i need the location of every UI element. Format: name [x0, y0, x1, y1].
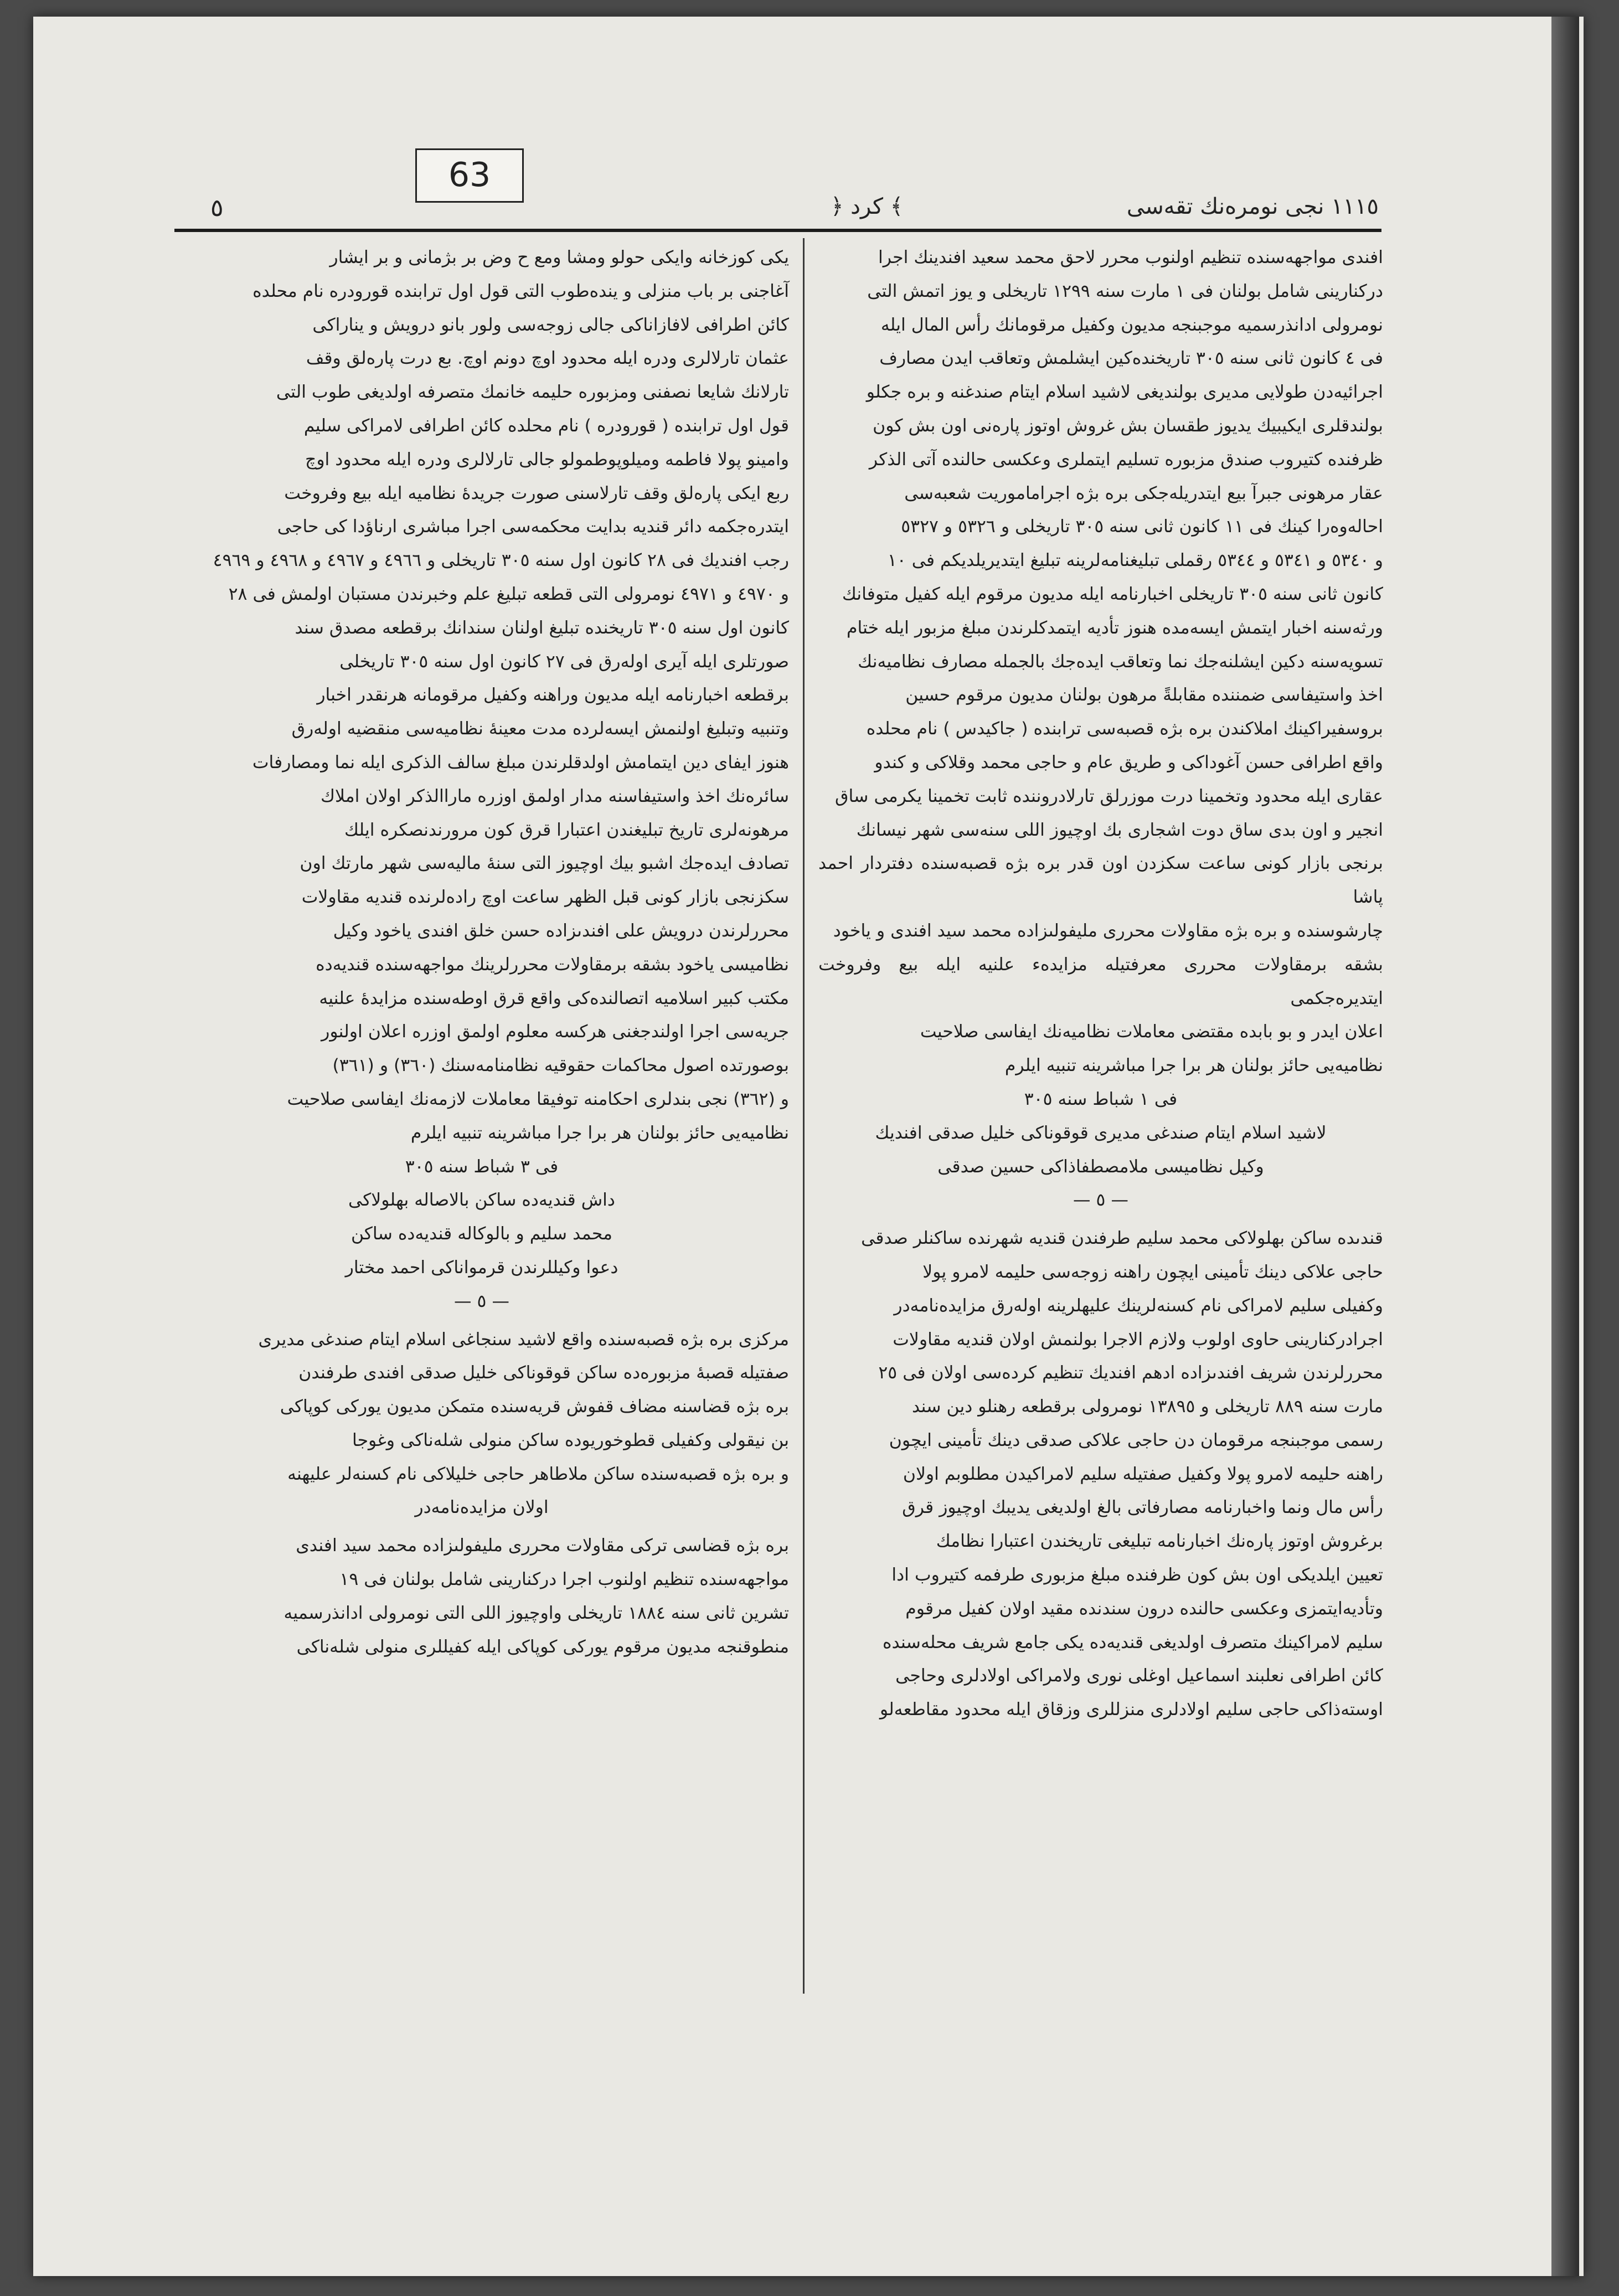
text-line: نظاميەيى حائز بولنان هر برا جرا مباشرينه تنبيه ايلرم	[1004, 1056, 1383, 1076]
text-line: سائرەنك اخذ واستيفاسنه مدار اولمق اوزرە ماراالذكر اولان املاك	[321, 786, 789, 806]
text-line: قول اول ترابندە ( قورودرە ) نام محلدە كائن اطرافى لامراكى سليم	[303, 415, 789, 436]
text-line: اخذ واستيفاسى ضمنندە مقابلةً مرهون بولنان مديون مرقوم حسين	[905, 685, 1383, 706]
text-line: بروسفيراكينك املاكندن بره بژە قصبەسى ترابندە ( جاكيدس ) نام محلدە	[866, 719, 1383, 739]
text-line: آغاجنى بر باب منزلى و يندەطوب التى قول اول ترابندە قورودرە نام محلدە	[252, 281, 789, 301]
text-line: اوستەذاكى حاجى سليم اولادلرى منزللرى وزقاق ايلە محدود مقاطعەلو	[879, 1700, 1383, 1720]
text-line: محررلرندن درويش على افندىزادە حسن خلق افندى ياخود وكيل	[333, 920, 789, 941]
notice-1-signature-line: لاشيد اسلام ايتام صندغى مديرى قوقوناكى خليل صدقى افنديك	[875, 1123, 1327, 1143]
text-line: عقار مرهونى جبرآ بيع ايتدريلەجكى بره بژە اجراماموريت شعبەسى	[904, 483, 1383, 503]
page-header	[177, 194, 1379, 227]
text-line: رجب افنديك فى ٢٨ كانون اول سنه ٣٠٥ تاريخلى و ٤٩٦٦ و ٤٩٦٧ و ٤٩٦٨ و ٤٩٦٩	[213, 550, 789, 571]
notice-4-body	[174, 1529, 789, 1664]
text-line: برغروش اوتوز پارەنك اخبارنامه تبليغى تاريخندن اعتبارا نظامك	[936, 1531, 1383, 1552]
notice-1-signature-line: وكيل نظاميسى ملامصطفاذاكى حسين صدقى	[937, 1156, 1264, 1177]
text-line: ايتدرەجكمه دائر قنديه بدايت محكمەسى اجرا مباشرى ارناؤدا كى حاجى	[277, 517, 789, 537]
text-line: محررلرندن شريف افندىزادە ادهم افنديك تنظيم كردەسى اولان فى ٢٥	[878, 1363, 1383, 1383]
text-line: برقطعه اخبارنامه ايلە مديون وراهنه وكفيل مرقومانه هرنقدر اخبار	[317, 685, 789, 706]
newspaper-page	[33, 17, 1584, 2276]
notice-2-signature-line: دعوا وكيللرندن قرمواناكى احمد مختار	[345, 1257, 618, 1278]
section-separator: — ٥ —	[454, 1291, 509, 1311]
issue-supplement-label: ١١١٥ نجى نومرەنك تقەسى	[1126, 194, 1379, 219]
text-line: نظاميسى ياخود بشقه برمقاولات محررلرينك مواجهەسندە قنديەدە	[316, 954, 789, 975]
text-line: احالەوەرا كينك فى ١١ كانون ثانى سنه ٣٠٥ تاريخلى و ٥٣٢٦ و ٥٣٢٧	[901, 517, 1383, 537]
text-line: كائن اطرافى لافازاناكى جالى زوجەسى ولور بانو درويش و يناراكى	[312, 315, 789, 335]
text-line: تعيين ايلديكى اون بش كون ظرفندە مبلغ مزبورى طرفمە كتيروب ادا	[891, 1565, 1383, 1585]
text-line: رأس مال ونما واخبارنامه مصارفاتى بالغ اولديغى يديبك اوچيوز قرق	[902, 1497, 1383, 1518]
archive-number: 63	[448, 156, 491, 194]
header-rule	[174, 229, 1381, 232]
column-divider	[803, 238, 805, 1994]
text-line: ورثەسنە اخبار ايتمش ايسەمدە هنوز تأديە ايتمدكلرندن مبلغ مزبور ايلە ختام	[847, 617, 1383, 638]
text-line: كانون اول سنه ٣٠٥ تاريخندە تبليغ اولنان سندانك برقطعه مصدق سند	[295, 617, 789, 638]
text-line: وامينو پولا فاطمه وميلوپوطمولو جالى تارلالرى ودرە ايلە محدود اوچ	[305, 449, 789, 470]
text-line: نظاميەيى حائز بولنان هر برا جرا مباشرينه تنبيه ايلرم	[410, 1123, 789, 1143]
text-line: حاجى علاكى دينك تأمينى ايچون راهنه زوجەسى حليمه لامرو پولا	[922, 1262, 1383, 1282]
text-line: بشقه برمقاولات محررى معرفتيلە مزايدەء علنيه ايلە بيع وفروخت ايتديرەجكمى	[818, 954, 1383, 1008]
notice-2-signature-line: داش قنديەدە ساكن بالاصالە بهلولاكى	[348, 1190, 615, 1211]
text-line: صفتيلە قصبۀ مزبورەدە ساكن قوقوناكى خليل صدقى افندى طرفندن	[298, 1363, 789, 1383]
text-line: تارلانك شايعا نصفنى ومزبورە حليمه خانمك متصرفە اولديغى طوب التى	[276, 382, 789, 403]
text-line: يكى كوزخانە وايكى حولو ومشا ومع ح وض بر بژمانى و بر ايشار	[329, 248, 789, 267]
text-line: ربع ايكى پارەلق وقف تارلاسنى صورت جريدۀ نظاميە ايلە بيع وفروخت	[284, 483, 789, 503]
text-line: وتنبيه وتبليغ اولنمش ايسەلردە مدت معينۀ نظاميەسى منقضيه اولەرق	[291, 719, 789, 739]
text-line: نومرولى ادانذرسميه موجبنجه مديون وكفيل مرقومانك رأس المال ايلە	[880, 315, 1383, 335]
text-line: بره بژە قضاسى تركى مقاولات محررى مليفولىزادە محمد سيد افندى	[296, 1536, 789, 1556]
text-line: عقارى ايلە محدود وتخمينا درت موزرلق تارلادرونندە ثابت تخمينا يكرمى ساق	[835, 786, 1383, 806]
text-line: و ٤٩٧٠ و ٤٩٧١ نومرولى التى قطعه تبليغ علم وخبرندن مستبان اولمش فى ٢٨	[228, 584, 789, 604]
text-line: وكفيلى سليم لامراكى نام كسنەلرينك علیهلرينه اولەرق مزايدەنامەدر	[894, 1295, 1383, 1316]
text-line: برنجى بازار كونى ساعت سكزدن اون قدر بره بژە قصبەسندە دفتردار احمد پاشا	[818, 853, 1383, 908]
text-line: مركزى بره بژە قصبەسندە واقع لاشيد سنجاغى اسلام ايتام صندغى مديرى	[258, 1329, 789, 1350]
text-line: و (٣٦٢) نجى بندلرى احكامنه توفيقا معاملات لازمەنك ايفاسى صلاحيت	[287, 1089, 789, 1109]
text-line: چارشوسندە و بره بژە مقاولات محررى مليفولىزادە محمد سيد افندى و ياخود	[833, 920, 1383, 941]
notice-1-date: فى ١ شباط سنه ٣٠٥	[1024, 1089, 1178, 1109]
text-line: اعلان ايدر و بو بابدە مقتضى معاملات نظاميەنك ايفاسى صلاحيت	[920, 1022, 1383, 1042]
section-separator: — ٥ —	[1073, 1190, 1128, 1211]
text-line: دركنارينى شامل بولنان فى ١ مارت سنه ١٢٩٩ تاريخلى و يوز اتمش التى	[867, 281, 1383, 301]
text-line: عثمان تارلالرى ودرە ايلە محدود اوچ دونم اوچ. بع درت پارەلق وقف	[306, 348, 789, 369]
text-line: اجرائيەدن طولايى مديرى بولنديغى لاشيد اسلام ايتام صندغنه و بره جكلو	[866, 382, 1383, 403]
text-line: منطوقنجه مديون مرقوم يوركى كوپاكى ايلە كفيللرى منولى شلەناكى	[296, 1636, 789, 1657]
text-line: هنوز ايفاى دين ايتمامش اولدقلرندن مبلغ سالف الذكرى ايلە نما ومصارفات	[252, 752, 789, 773]
text-line: مرهونەلرى تاريخ تبليغندن اعتبارا قرق كون مرورندنصكرە ايلك	[344, 820, 789, 840]
text-line: رسمى موجبنجه مرقومان دن حاجى علاكى صدقى دينك تأمينى ايچون	[889, 1430, 1383, 1450]
page-binding-edge	[1551, 17, 1579, 2276]
text-line: كانون ثانى سنه ٣٠٥ تاريخلى اخبارنامه ايلە مديون مرقوم ايلە كفيل متوفانك	[842, 584, 1383, 604]
text-line: مارت سنه ٨٨٩ تاريخلى و ١٣٨٩٥ نومرولى برقطعه رهنلو دين سند	[912, 1397, 1383, 1417]
text-line: تصادف ايدەجك اشبو بيك اوچيوز التى سنۀ مالیەسى شهر مارتك اون	[300, 853, 789, 874]
text-line: مواجهەسندە تنظيم اولنوب اجرا دركنارينى شامل بولنان فى ١٩	[339, 1569, 789, 1590]
text-line: فى ٤ كانون ثانى سنه ٣٠٥ تاريخندەكين ايشلمش وتعاقب ايدن مصارف	[879, 348, 1383, 369]
text-line: سكزنجى بازار كونى قبل الظهر ساعت اوچ رادەلرندە قنديه مقاولات	[301, 887, 789, 908]
text-line: و ٥٣٤٠ و ٥٣٤١ و ٥٣٤٤ رقملى تبليغنامەلرينه تبليغ ايتديريلديكم فى ١٠	[887, 550, 1383, 571]
text-line: اجرادركنارينى حاوى اولوب ولازم الاجرا بولنمش اولان قنديه مقاولات	[893, 1329, 1383, 1350]
text-line: بره بژە قضاسنه مضاف قفوش قريەسندە متمكن مديون يوركى كوپاكى	[280, 1397, 789, 1417]
text-line: افندى مواجهەسندە تنظيم اولنوب محرر لاحق محمد سعيد افندينك اجرا	[878, 248, 1383, 267]
notice-2-body	[818, 1222, 1383, 1727]
text-line: راهنه حليمه لامرو پولا وكفيل صفتيلە سليم لامراكيدن مطلوبم اولان	[903, 1464, 1383, 1484]
text-line: سليم لامراكينك متصرف اولديغى قنديەدە يكى جامع شريف محلەسندە	[883, 1632, 1383, 1652]
text-line: بن نيقولى وكفيلى قطوخوريودە ساكن منولى شلەناكى وغوجا	[352, 1430, 789, 1450]
left-column	[174, 241, 789, 1664]
text-line: وتأديەايتمزى وعكسى حالندە درون سندندە مقيد اولان كفيل مرقوم	[905, 1598, 1383, 1619]
text-line: صورتلرى ايلە آيرى اولەرق فى ٢٧ كانون اول سنه ٣٠٥ تاريخلى	[339, 651, 789, 672]
text-line: بوصورتدە اصول محاكمات حقوقيه نظامنامەسنك (٣٦٠) و (٣٦١)	[332, 1056, 789, 1076]
text-line: انجير و اون بدى ساق دوت اشجارى بك اوچيوز اللى سنەسى شهر نيسانك	[856, 820, 1383, 840]
text-line: بولندقلرى ايكيبيك يديوز طقسان بش غروش اوتوز پارەنى اون بش كون	[873, 415, 1383, 436]
text-line: ظرفندە كتيروب صندق مزبورە تسليم ايتملرى وعكسى حالندە آتى الذكر	[869, 449, 1383, 470]
notice-3-body	[174, 1323, 789, 1525]
notice-2-signature-line: محمد سليم و بالوكالە قنديەدە ساكن	[350, 1224, 613, 1244]
text-line: مكتب كبير اسلاميه اتصالندەكى واقع قرق اوطەسندە مزايدۀ علنيه	[319, 988, 789, 1008]
text-line: واقع اطرافى حسن آغوداكى و طريق عام و حاجى محمد وقلاكى و كندو	[874, 752, 1383, 773]
text-line: كائن اطرافى نعلبند اسماعيل اوغلى نورى ولامراكى اولادلرى وحاجى	[895, 1666, 1383, 1686]
text-line: و بره بژە قصبەسندە ساكن ملاطاهر حاجى خليلاكى نام كسنەلر علیهنه	[287, 1464, 789, 1484]
text-line: قندىدە ساكن بهلولاكى محمد سليم طرفندن قنديه شهرندە ساكنلر صدقى	[861, 1228, 1383, 1249]
page-number: ٥	[210, 194, 224, 222]
right-column	[818, 241, 1383, 1727]
newspaper-title: ﴾ كرد ﴿	[831, 194, 904, 219]
text-line: تشرين ثانى سنه ١٨٨٤ تاريخلى واوچيوز اللى التى نومرولى ادانذرسميه	[283, 1603, 789, 1623]
notice-2-continuation	[174, 241, 789, 1150]
notice-1-body	[818, 241, 1383, 1083]
notice-2-date: فى ٣ شباط سنه ٣٠٥	[405, 1156, 559, 1177]
text-line: جريەسى اجرا اولندجغنى هركسه معلوم اولمق اوزرە اعلان اولنور	[321, 1022, 789, 1042]
notice-3-heading: اولان مزايدەنامەدر	[415, 1497, 549, 1518]
text-line: تسويەسنە دكين ايشلنەجك نما وتعاقب ايدەجك بالجملە مصارف نظاميەنك	[858, 651, 1383, 672]
